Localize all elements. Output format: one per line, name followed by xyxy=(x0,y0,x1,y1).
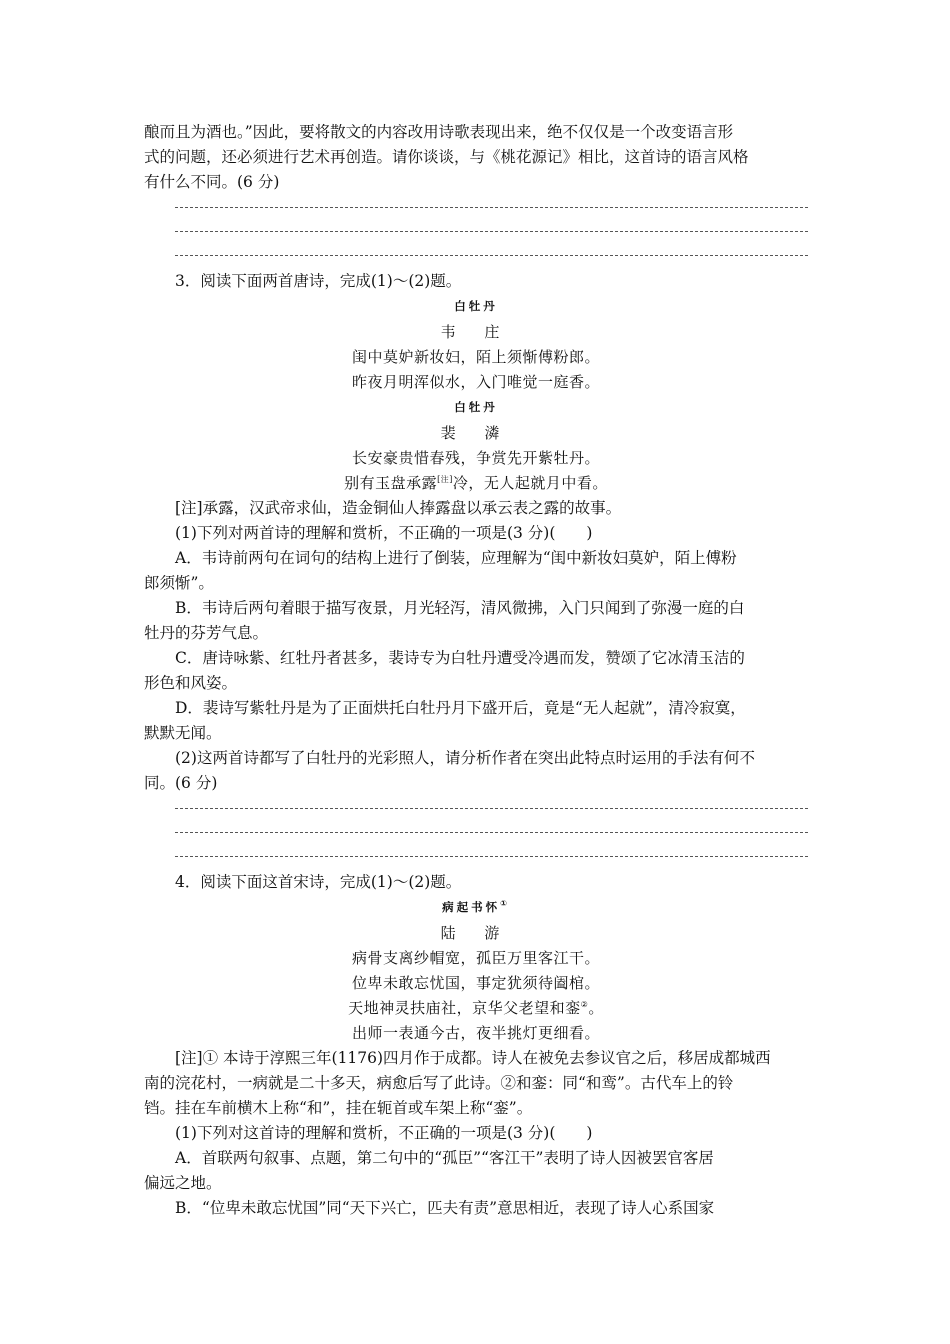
question-3-number: 3 xyxy=(175,272,185,290)
intro-line-1: 酿而且为酒也。”因此，要将散文的内容改用诗歌表现出来，绝不仅仅是一个改变语言形 xyxy=(144,123,734,141)
footnote-marker: [注] xyxy=(437,475,453,484)
question-4-number: 4 xyxy=(175,873,185,891)
poem-3-title-text: 病起书怀 xyxy=(442,900,501,914)
poem-3-note-cont: 南的浣花村，一病就是二十多天，病愈后写了此诗。②和銮：同“和鸾”。古代车上的铃 xyxy=(144,1074,734,1092)
poem-2-line-text: 冷，无人起就月中看。 xyxy=(452,474,608,492)
answer-line[interactable] xyxy=(175,231,808,232)
q4-option-a-cont: 偏远之地。 xyxy=(144,1174,222,1192)
poem-1-line: 闺中莫妒新妆妇，陌上须惭傅粉郎。 xyxy=(351,348,600,366)
poem-3-author: 陆 游 xyxy=(440,924,512,942)
footnote-marker: ① xyxy=(500,899,510,909)
poem-1-line: 昨夜月明浑似水，入门唯觉一庭香。 xyxy=(351,373,600,391)
option-d: D．裴诗写紫牡丹是为了正面烘托白牡丹月下盛开后，竟是“无人起就”，清冷寂寞， xyxy=(175,699,746,717)
poem-note: [注]承露，汉武帝求仙，造金铜仙人捧露盘以承云表之露的故事。 xyxy=(175,499,622,517)
poem-2-line xyxy=(144,471,808,496)
poem-3-line: 位卑未敢忘忧国，事定犹须待阖棺。 xyxy=(351,974,600,992)
poem-2-line: 长安豪贵惜春残，争赏先开紫牡丹。 xyxy=(351,449,600,467)
q4-option-a: A．首联两句叙事、点题，第二句中的“孤臣”“客江干”表明了诗人因被罢官客居 xyxy=(175,1149,714,1167)
poem-3-line xyxy=(144,996,808,1021)
poem-2-line-text: 别有玉盘承露 xyxy=(344,474,438,492)
option-b-cont: 牡丹的芬芳气息。 xyxy=(144,624,269,642)
option-d-cont: 默默无闻。 xyxy=(144,724,222,742)
question-3-instruction: ．阅读下面两首唐诗，完成(1)～(2)题。 xyxy=(184,272,462,290)
q4-option-b: B．“位卑未敢忘忧国”同“天下兴亡，匹夫有责”意思相近，表现了诗人心系国家 xyxy=(175,1199,715,1217)
poem-3-line-text: 天地神灵扶庙社，京华父老望和銮 xyxy=(348,999,581,1017)
poem-3-line-text: 。 xyxy=(588,999,604,1017)
poem-3-line: 出师一表通今古，夜半挑灯更细看。 xyxy=(351,1024,600,1042)
poem-1-title: 白牡丹 xyxy=(454,299,498,313)
option-b: B．韦诗后两句着眼于描写夜景，月光轻泻，清风微拂，入门只闻到了弥漫一庭的白 xyxy=(175,599,745,617)
answer-line[interactable] xyxy=(175,808,808,809)
poem-3-title xyxy=(144,895,808,920)
poem-1-author: 韦 庄 xyxy=(440,323,512,341)
poem-3-note: [注]① 本诗于淳熙三年(1176)四月作于成都。诗人在被免去参议官之后，移居成都城西 xyxy=(175,1049,771,1067)
question-4-heading xyxy=(144,870,808,895)
answer-line[interactable] xyxy=(175,832,808,833)
option-a: A．韦诗前两句在词句的结构上进行了倒装，应理解为“闺中新妆妇莫妒，陌上傅粉 xyxy=(175,549,737,567)
answer-line[interactable] xyxy=(175,207,808,208)
poem-3-line: 病骨支离纱帽宽，孤臣万里客江干。 xyxy=(351,949,600,967)
question-4-instruction: ．阅读下面这首宋诗，完成(1)～(2)题。 xyxy=(184,873,462,891)
poem-2-author: 裴 潾 xyxy=(440,424,512,442)
option-c: C．唐诗咏紫、红牡丹者甚多，裴诗专为白牡丹遭受冷遇而发，赞颂了它冰清玉洁的 xyxy=(175,649,745,667)
sub-question-2-cont: 同。(6 分) xyxy=(144,774,218,792)
poem-3-note-cont: 铛。挂在车前横木上称“和”，挂在轭首或车架上称“銮”。 xyxy=(144,1099,533,1117)
q4-sub-question-1: (1)下列对这首诗的理解和赏析，不正确的一项是(3 分)( ) xyxy=(175,1124,593,1142)
answer-line[interactable] xyxy=(175,856,808,857)
intro-line-3: 有什么不同。(6 分) xyxy=(144,173,280,191)
sub-question-2: (2)这两首诗都写了白牡丹的光彩照人，请分析作者在突出此特点时运用的手法有何不 xyxy=(175,749,755,767)
intro-line-2: 式的问题，还必须进行艺术再创造。请你谈谈，与《桃花源记》相比，这首诗的语言风格 xyxy=(144,148,749,166)
document-page xyxy=(144,120,808,1221)
answer-line[interactable] xyxy=(175,255,808,256)
option-a-cont: 郎须惭”。 xyxy=(144,574,214,592)
poem-2-title: 白牡丹 xyxy=(454,400,498,414)
option-c-cont: 形色和风姿。 xyxy=(144,674,238,692)
sub-question-1: (1)下列对两首诗的理解和赏析，不正确的一项是(3 分)( ) xyxy=(175,524,593,542)
footnote-marker: ② xyxy=(580,1000,589,1009)
question-3-heading xyxy=(144,269,808,294)
